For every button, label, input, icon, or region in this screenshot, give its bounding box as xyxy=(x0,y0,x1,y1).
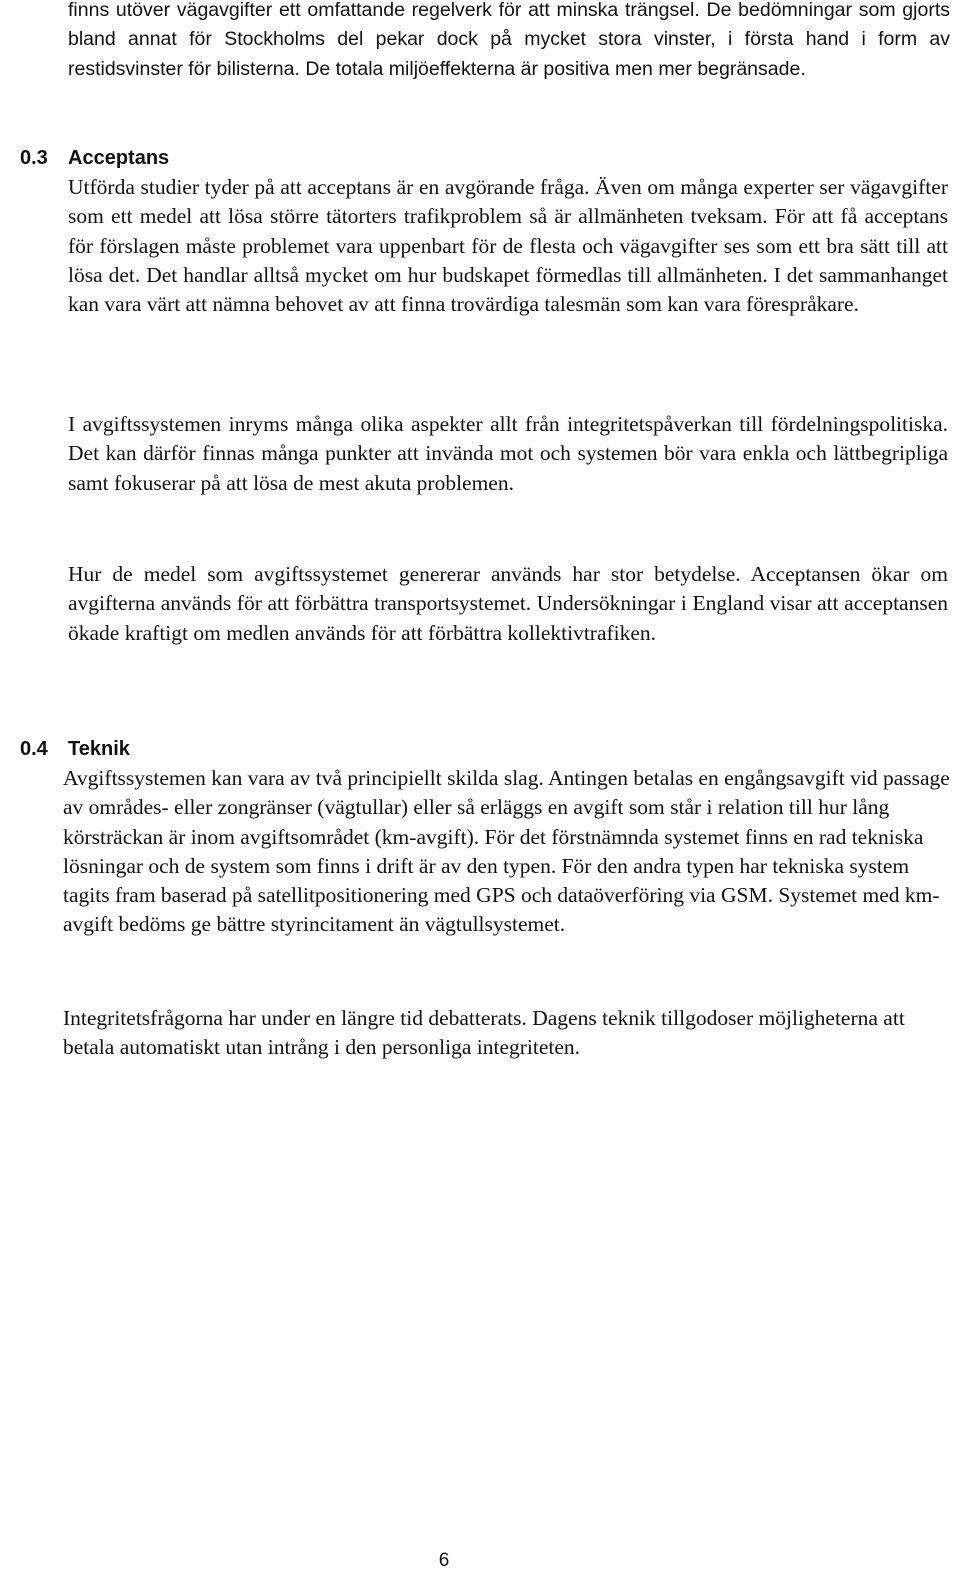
section-title: Acceptans xyxy=(68,147,170,169)
section-heading-teknik xyxy=(20,736,130,762)
section-number: 0.4 xyxy=(20,738,48,760)
section-title: Teknik xyxy=(68,738,130,760)
page-number: 6 xyxy=(438,1550,450,1571)
teknik-paragraph-2: Integritetsfrågorna har under en längre tid debatterats. Dagens teknik tillgodoser möjligheterna att betala automatiskt utan intrång i den personliga integriteten. xyxy=(63,1006,905,1060)
section-heading-acceptans xyxy=(20,145,169,171)
acceptans-paragraph-3: Hur de medel som avgiftssystemet genererar används har stor betydelse. Acceptansen ökar om avgifterna används för att förbättra transportsystemet. Undersökningar i England visar att acceptansen ökade kraftigt om medlen används för att förbättra kollektivtrafiken. xyxy=(68,562,948,645)
teknik-paragraph-1: Avgiftssystemen kan vara av två principiellt skilda slag. Antingen betalas en engångsavgift vid passage av områdes- eller zongränser (vägtullar) eller så erläggs en avgift som står i relation till hur lång körsträckan är inom avgiftsområdet (km-avgift). För det förstnämnda systemet finns en rad tekniska lösningar och de system som finns i drift är av den typen. För den andra typen har tekniska system tagits fram baserad på satellitpositionering med GPS och dataöverföring via GSM. Systemet med km-avgift bedöms ge bättre styrincitament än vägtullsystemet. xyxy=(63,766,950,937)
section-number: 0.3 xyxy=(20,147,48,169)
acceptans-paragraph-1: Utförda studier tyder på att acceptans är en avgörande fråga. Även om många experter ser vägavgifter som ett medel att lösa större tätorters trafikproblem så är allmänheten tveksam. För att få acceptans för förslagen måste problemet vara uppenbart för de flesta och vägavgifter ses som ett bra sätt till att lösa det. Det handlar alltså mycket om hur budskapet förmedlas till allmänheten. I det sammanhanget kan vara värt att nämna behovet av att finna trovärdiga talesmän som kan vara förespråkare. xyxy=(68,175,948,317)
intro-paragraph: finns utöver vägavgifter ett omfattande regelverk för att minska trängsel. De bedömningar som gjorts bland annat för Stockholms del pekar dock på mycket stora vinster, i första hand i form av restidsvinster för bilisterna. De totala miljöeffekterna är positiva men mer begränsade. xyxy=(68,0,950,80)
acceptans-paragraph-2: I avgiftssystemen inryms många olika aspekter allt från integritetspåverkan till fördelningspolitiska. Det kan därför finnas många punkter att invända mot och systemen bör vara enkla och lättbegripliga samt fokuserar på att lösa de mest akuta problemen. xyxy=(68,412,948,495)
